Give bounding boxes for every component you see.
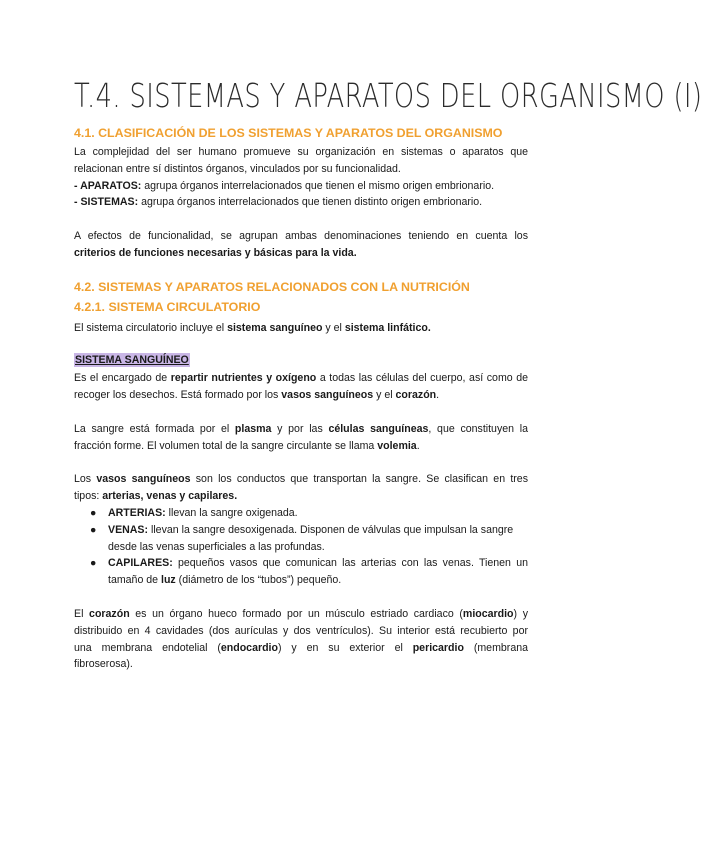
bullet-icon: ● — [90, 507, 97, 519]
text-run: (membrana — [463, 641, 528, 654]
bold-run: CAPILARES: — [108, 557, 173, 570]
bullet-icon: ● — [90, 523, 97, 536]
text-run: llevan la sangre desoxigenada. Disponen de válvulas que impulsan la sangre — [148, 523, 514, 536]
text-run: El sistema circulatorio incluye el — [74, 322, 228, 334]
bold-run: sistema linfático. — [344, 322, 431, 334]
aparatos-text: agrupa órganos interrelacionados que tienen el mismo origen embrionario. — [141, 179, 495, 192]
section-heading-4-1: 4.1. CLASIFICACIÓN DE LOS SISTEMAS Y APARATOS DEL ORGANISMO — [74, 126, 503, 140]
text-run: . — [436, 388, 440, 401]
text-run: ) y en su exterior el — [277, 641, 413, 654]
bold-run: arterias, venas y capilares. — [102, 489, 238, 502]
text-run: (diámetro de los “tubos”) pequeño. — [175, 574, 342, 587]
page-title: T.4. SISTEMAS Y APARATOS DEL ORGANISMO (I) — [74, 76, 702, 115]
text-run: y el — [322, 322, 345, 334]
sistemas-text: agrupa órganos interrelacionados que tienen distinto origen embrionario. — [138, 196, 483, 209]
list-item — [88, 522, 528, 556]
bold-run: ARTERIAS: — [108, 507, 166, 519]
criteria-bold: criterios de funciones necesarias y básicas para la vida. — [74, 246, 357, 259]
text-run: La sangre está formada por el — [74, 423, 235, 435]
aparatos-definition — [74, 178, 528, 195]
bold-run: luz — [161, 574, 176, 587]
text-line: fibroserosa). — [74, 658, 133, 671]
bold-run: pericardio — [412, 641, 464, 654]
bold-run: plasma — [234, 423, 272, 435]
text-run: fracción forme. El volumen total de la sangre circulante se llama — [74, 439, 378, 452]
bold-run: vasos sanguíneos — [96, 473, 191, 485]
subsection-heading-4-2-1: 4.2.1. SISTEMA CIRCULATORIO — [74, 300, 261, 314]
bold-run: VENAS: — [108, 523, 149, 536]
bold-run: miocardio — [462, 608, 514, 620]
sanguineo-paragraph-2 — [74, 421, 528, 455]
bold-run: vasos sanguíneos — [281, 388, 374, 401]
section-heading-4-2: 4.2. SISTEMAS Y APARATOS RELACIONADOS CON LA NUTRICIÓN — [74, 280, 470, 294]
bold-run: endocardio — [220, 641, 278, 654]
sanguineo-paragraph-1 — [74, 370, 528, 404]
bold-run: células sanguíneas — [328, 423, 429, 435]
sistemas-label: - SISTEMAS: — [74, 196, 139, 209]
corazon-paragraph — [74, 606, 528, 673]
functionality-paragraph — [74, 228, 528, 262]
text-line: La complejidad del ser humano promueve su organización en sistemas o aparatos que — [74, 146, 528, 158]
classification-paragraph — [74, 144, 528, 211]
vessel-types-list — [88, 505, 528, 589]
bold-run: sistema sanguíneo — [227, 322, 323, 334]
text-run: Es el encargado de — [74, 372, 171, 384]
list-item — [88, 555, 528, 589]
bold-run: corazón — [395, 388, 437, 401]
highlighted-subheading: SISTEMA SANGUÍNEO — [75, 354, 189, 366]
text-run: una membrana endotelial ( — [74, 641, 221, 654]
aparatos-label: - APARATOS: — [74, 179, 142, 192]
text-run: tipos: — [74, 489, 103, 502]
text-run: tamaño de — [108, 574, 162, 587]
text-run: ) y — [513, 608, 528, 620]
text-run: a todas las células del cuerpo, así como de — [316, 372, 529, 384]
list-item — [88, 505, 528, 522]
text-run: y por las — [271, 423, 329, 435]
text-run: El — [74, 608, 90, 620]
bullet-icon: ● — [90, 557, 97, 570]
bold-run: corazón — [89, 608, 130, 620]
sanguineo-paragraph-3 — [74, 471, 528, 505]
bold-run: volemia — [377, 439, 417, 452]
text-run: llevan la sangre oxigenada. — [165, 507, 298, 519]
text-run: . — [416, 439, 420, 452]
text-line: distribuido en 4 cavidades (dos aurículas y dos ventrículos). Su interior está recubierto por — [74, 624, 528, 637]
circulatory-intro — [74, 320, 528, 337]
bold-run: repartir nutrientes y oxígeno — [170, 372, 317, 384]
text-run: y el — [373, 388, 396, 401]
text-line: A efectos de funcionalidad, se agrupan ambas denominaciones teniendo en cuenta los — [74, 230, 528, 242]
text-run: es un órgano hueco formado por un músculo estriado cardiaco ( — [129, 608, 463, 620]
text-run: , que constituyen la — [428, 423, 528, 435]
text-run: Los — [74, 473, 97, 485]
text-run: son los conductos que transportan la sangre. Se clasifican en tres — [190, 473, 528, 485]
text-run: recoger los desechos. Está formado por los — [74, 388, 282, 401]
text-run: desde las venas superficiales a las profundas. — [108, 540, 325, 553]
sistemas-definition — [74, 194, 528, 211]
text-run: pequeños vasos que comunican las arterias con las venas. Tienen un — [172, 557, 528, 570]
text-line: relacionan entre sí distintos órganos, vinculados por su funcionalidad. — [74, 162, 401, 175]
